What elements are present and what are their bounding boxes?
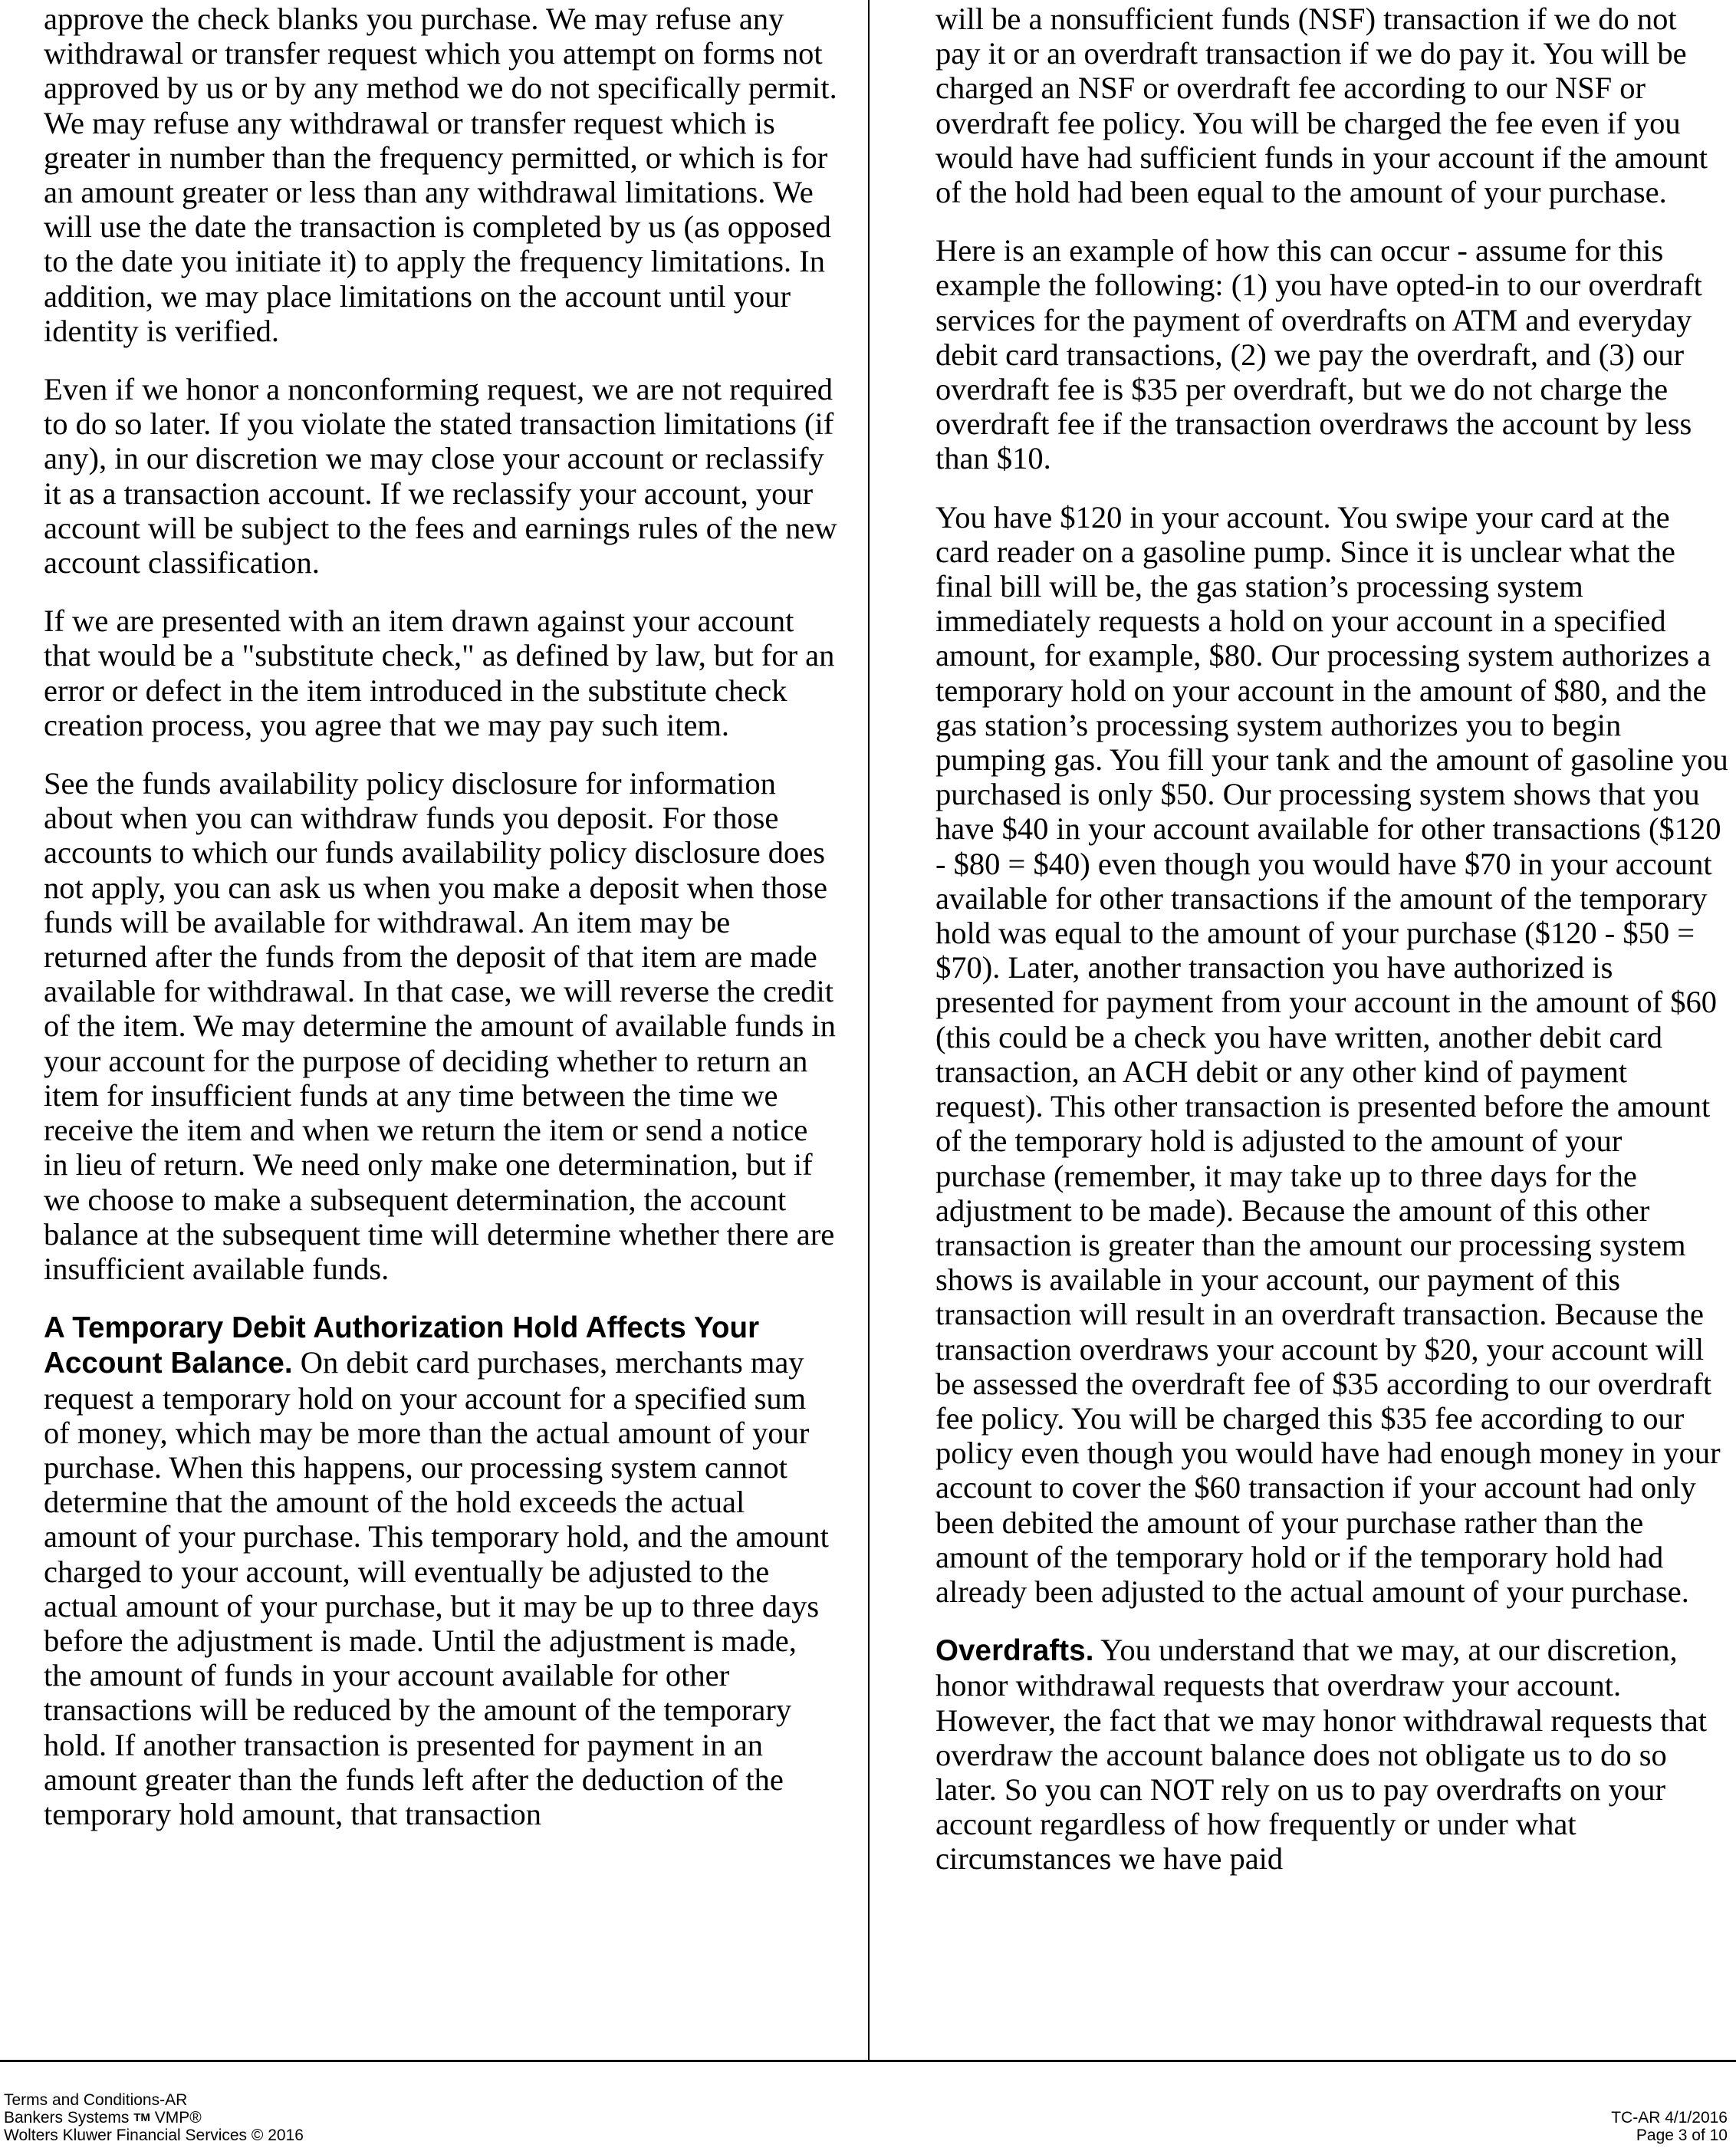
column-divider [868,0,870,2060]
footer-left [4,2091,304,2144]
trademark-mark: TM [133,2111,150,2124]
paragraph: Even if we honor a nonconforming request, we are not required to do so later. If you violate the stated transaction limitations (if any), in our discretion we may close your account or reclassify it as a transaction account. If we reclassify your account, your account will be subject to the fees and earnings rules of the new account classification. [44,372,837,581]
paragraph: approve the check blanks you purchase. We may refuse any withdrawal or transfer request which you attempt on forms not approved by us or by any method we do not specifically permit. We may refuse any withdrawal or transfer request which is greater in number than the frequency permitted, or which is for an amount greater or less than any withdrawal limitations. We will use the date the transaction is completed by us (as opposed to the date you initiate it) to apply the frequency limitations. In addition, we may place limitations on the account until your identity is verified. [44,2,837,348]
paragraph: will be a nonsufficient funds (NSF) transaction if we do not pay it or an overdraft transaction if we do pay it. You will be charged an NSF or overdraft fee according to our NSF or overdraft fee policy. You will be charged the fee even if you would have had sufficient funds in your account if the amount of the hold had been equal to the amount of your purchase. [935,2,1708,210]
paragraph: If we are presented with an item drawn against your account that would be a "substitute check," as defined by law, but for an error or defect in the item introduced in the substitute check creation process, you agree that we may pay such item. [44,604,835,742]
footer-copyright: Wolters Kluwer Financial Services © 2016 [4,2127,304,2144]
section-body: On debit card purchases, merchants may request a temporary hold on your account for a specified sum of money, which may be more than the actual amount of your purchase. When this happens, our processing system cannot determine that the amount of the hold exceeds the actual amount of your purchase. This temporary hold, and the amount charged to your account, will eventually be adjusted to the actual amount of your purchase, but it may be up to three days before the adjustment is made. Until the adjustment is made, the amount of funds in your account available for other transactions will be reduced by the amount of the temporary hold. If another transaction is presented for payment in an amount greater than the funds left after the deduction of the temporary hold amount, that transaction [44,1345,829,1831]
footer-right [1611,2109,1728,2144]
footer-publisher: Bankers Systems TM VMP® [4,2109,202,2127]
paragraph [44,1310,837,1831]
paragraph: You have $120 in your account. You swipe your card at the card reader on a gasoline pump. Since it is unclear what the final bill will be, the gas station’s processing system immediately requests a hold on your account in a specified amount, for example, $80. Our processing system authorizes a temporary hold on your account in the amount of $80, and the gas station’s processing system authorizes you to begin pumping gas. You fill your tank and the amount of gasoline you purchased is only $50. Our processing system shows that you have $40 in your account available for other transactions ($120 - $80 = $40) even though you would have $70 in your account available for other transactions if the amount of the temporary hold was equal to the amount of your purchase ($120 - $50 = $70). Later, another transaction you have authorized is presented for payment from your account in the amount of $60 (this could be a check you have written, another debit card transaction, an ACH debit or any other kind of payment request). This other transaction is presented before the amount of the temporary hold is adjusted to the amount of your purchase (remember, it may take up to three days for the adjustment to be made). Because the amount of this other transaction is greater than the amount our processing system shows is available in your account, our payment of this transaction will result in an overdraft transaction. Because the transaction overdraws your account by $20, your account will be assessed the overdraft fee of $35 according to our overdraft fee policy. You will be charged this $35 fee according to our policy even though you would have had enough money in your account to cover the $60 transaction if your account had only been debited the amount of your purchase rather than the amount of the temporary hold or if the temporary hold had already been adjusted to the actual amount of your purchase. [935,499,1728,1609]
footer-doc-code: TC-AR 4/1/2016 [1611,2109,1728,2127]
section-heading-temporary-hold: A Temporary Debit Authorization Hold Affects Your Account Balance. [44,1311,760,1380]
paragraph: See the funds availability policy disclosure for information about when you can withdraw funds you deposit. For those accounts to which our funds availability policy disclosure does not apply, you can ask us when you make a deposit when those funds will be available for withdrawal. An item may be returned after the funds from the deposit of that item are made available for withdrawal. In that case, we will reverse the credit of the item. We may determine the amount of available funds in your account for the purpose of deciding whether to return an item for insufficient funds at any time between the time we receive the item and when we return the item or send a notice in lieu of return. We need only make one determination, but if we choose to make a subsequent determination, the account balance at the subsequent time will determine whether there are insufficient available funds. [44,766,836,1286]
section-heading-overdrafts: Overdrafts. [935,1634,1094,1668]
right-column [935,2,1729,1877]
section-body: You understand that we may, at our discretion, honor withdrawal requests that overdraw your account. However, the fact that we may honor withdrawal requests that overdraw the account balance does not obligate us to do so later. So you can NOT rely on us to pay overdrafts on your account regardless of how frequently or under what circumstances we have paid [935,1633,1708,1877]
page-number: Page 3 of 10 [1636,2127,1728,2144]
paragraph [935,1633,1729,1876]
left-column [44,2,837,1831]
footer-rule [0,2060,1736,2062]
footer-doc-title: Terms and Conditions-AR [4,2091,188,2109]
paragraph: Here is an example of how this can occur - assume for this example the following: (1) you have opted-in to our overdraft services for the payment of overdrafts on ATM and everyday debit card transactions, (2) we pay the overdraft, and (3) our overdraft fee is $35 per overdraft, but we do not charge the overdraft fee if the transaction overdraws the account by less than $10. [935,233,1702,476]
